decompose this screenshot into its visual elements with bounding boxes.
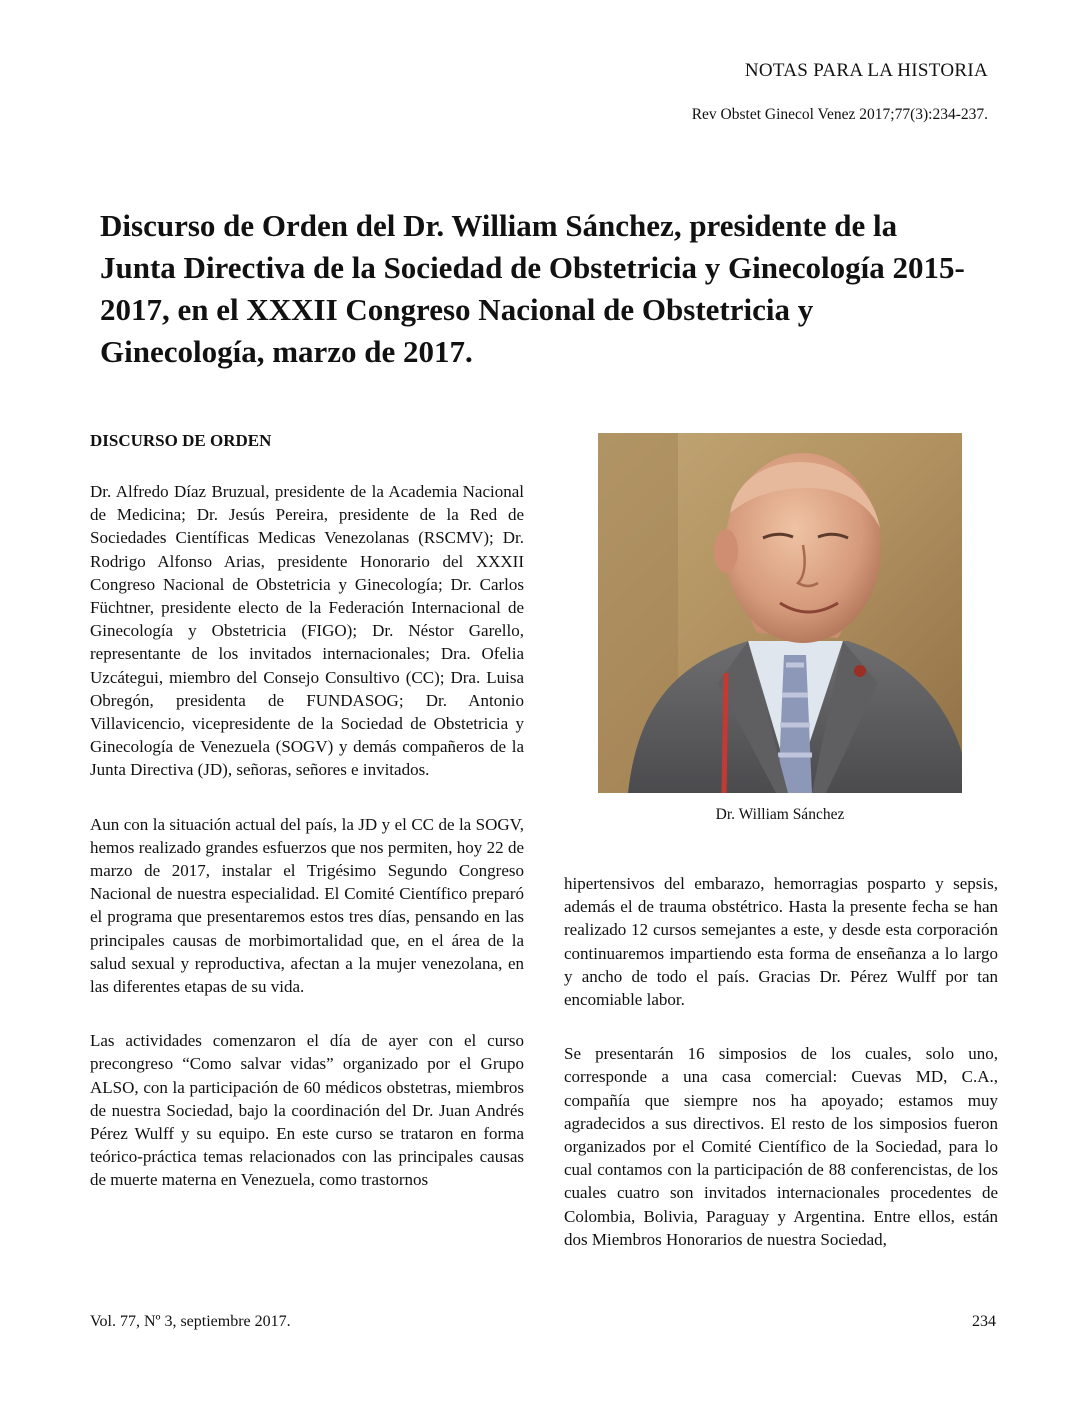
journal-citation: Rev Obstet Ginecol Venez 2017;77(3):234-237. bbox=[691, 106, 988, 123]
article-title: Discurso de Orden del Dr. William Sánchez, presidente de la Junta Directiva de la Sociedad de Obstetricia y Ginecología 2015-2017, en el XXXII Congreso Nacional de Obstetricia y Ginecología, marzo de 2017. bbox=[100, 208, 965, 369]
paragraph: Se presentarán 16 simposios de los cuales, solo uno, corresponde a una casa comercial: Cuevas MD, C.A., compañía que siempre nos ha apoyado; estamos muy agradecidos a sus directivos. El resto de los simposios fueron organizados por el Comité Científico de la Sociedad, para lo cual contamos con la participación de 88 conferencistas, de los cuales cuatro son invitados internacionales procedentes de Colombia, Bolivia, Paraguay y Argentina. Entre ellos, están dos Miembros Honorarios de nuestra Sociedad, bbox=[564, 1044, 998, 1249]
photo-caption: Dr. William Sánchez bbox=[715, 806, 845, 823]
footer-volume: Vol. 77, Nº 3, septiembre 2017. bbox=[90, 1313, 291, 1330]
paragraph: Las actividades comenzaron el día de ayer con el curso precongreso “Como salvar vidas” organizado por el Grupo ALSO, con la participación de 60 médicos obstetras, miembros de nuestra Sociedad, bajo la coordinación del Dr. Juan Andrés Pérez Wulff y su equipo. En este curso se trataron en forma teórico-práctica temas relacionados con las principales causas de muerte materna en Venezuela, como trastornos bbox=[90, 1031, 524, 1190]
page-number: 234 bbox=[972, 1313, 996, 1330]
left-column bbox=[90, 430, 524, 1192]
paragraph: Aun con la situación actual del país, la JD y el CC de la SOGV, hemos realizado grandes esfuerzos que nos permiten, hoy 22 de marzo de 2017, instalar el Trigésimo Segundo Congreso Nacional de nuestra especialidad. El Comité Científico preparó el programa que presentaremos estos tres días, pensando en las principales causas de morbimortalidad que, en el área de la salud sexual y reproductiva, afectan a la mujer venezolana, en las diferentes etapas de su vida. bbox=[90, 814, 524, 997]
portrait-photo bbox=[598, 433, 962, 793]
paragraph: Dr. Alfredo Díaz Bruzual, presidente de la Academia Nacional de Medicina; Dr. Jesús Pereira, presidente de la Red de Sociedades Científicas Medicas Venezolanas (RSCMV); Dr. Rodrigo Alfonso Arias, presidente Honorario del XXXII Congreso Nacional de Obstetricia y Ginecología; Dr. Carlos Füchtner, presidente electo de la Federación Internacional de Ginecología y Obstetricia (FIGO); Dr. Néstor Garello, representante de los invitados internacionales; Dra. Ofelia Uzcátegui, miembro del Consejo Consultivo (CC); Dra. Luisa Obregón, presidenta de FUNDASOG; Dr. Antonio Villavicencio, vicepresidente de la Sociedad de Obstetricia y Ginecología de Venezuela (SOGV) y demás compañeros de la Junta Directiva (JD), señoras, señores e invitados. bbox=[90, 482, 524, 780]
section-label: NOTAS PARA LA HISTORIA bbox=[744, 60, 988, 81]
right-column bbox=[564, 872, 998, 1251]
section-heading: DISCURSO DE ORDEN bbox=[90, 431, 272, 450]
paragraph: hipertensivos del embarazo, hemorragias posparto y sepsis, además el de trauma obstétrico. Hasta la presente fecha se han realizado 12 cursos semejantes a este, y desde esta corporación continuaremos impartiendo esta forma de enseñanza a lo largo y ancho de todo el país. Gracias Dr. Pérez Wulff por tan encomiable labor. bbox=[564, 874, 998, 1010]
